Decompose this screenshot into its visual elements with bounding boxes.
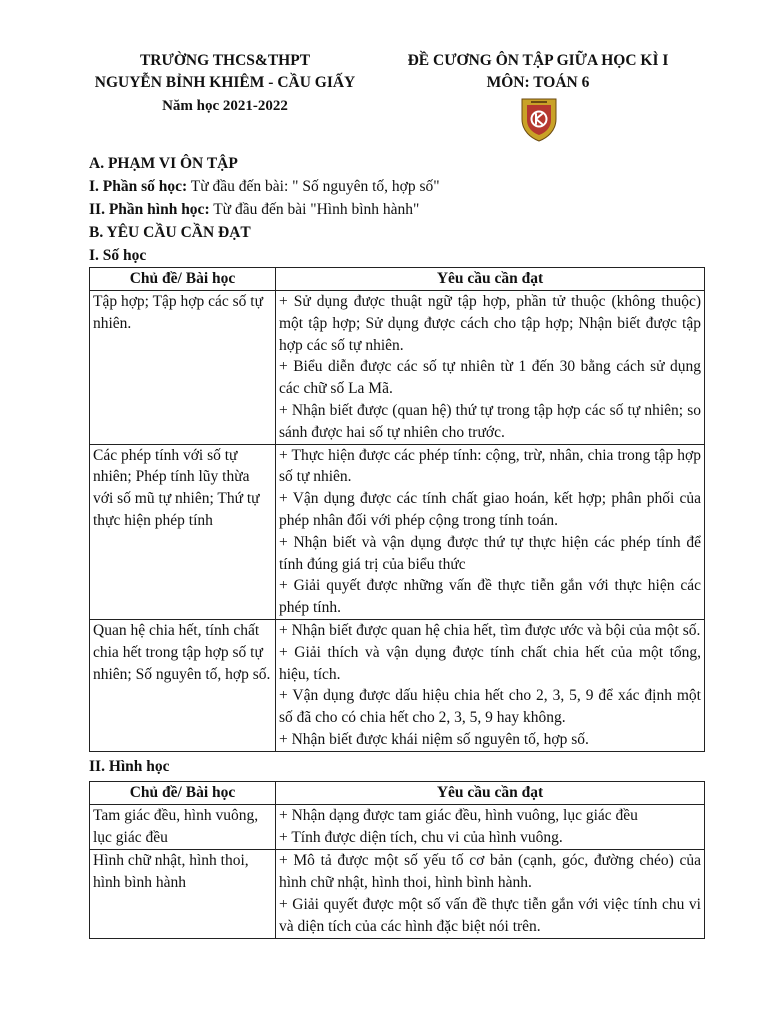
section-b-title: B. YÊU CẦU CẦN ĐẠT: [89, 224, 251, 241]
requirements-cell: [276, 444, 705, 619]
section-a-part1: [89, 175, 705, 198]
school-info: [70, 50, 380, 118]
part2-label: II. Phần hình học:: [89, 201, 210, 218]
school-name-line1: TRƯỜNG THCS&THPT: [139, 52, 311, 69]
column-header-requirements: Yêu cầu cần đạt: [276, 268, 705, 291]
arithmetic-heading: I. Số học: [89, 247, 147, 264]
requirement-item: + Mô tả được một số yếu tố cơ bản (cạnh, góc, đường chéo) của hình chữ nhật, hình thoi, hình bình hành.: [279, 851, 701, 891]
school-name-line2: NGUYỄN BỈNH KHIÊM - CẦU GIẤY: [94, 74, 356, 91]
requirement-item: + Nhận dạng được tam giác đều, hình vuông, lục giác đều: [279, 806, 638, 824]
requirement-item: + Sử dụng được thuật ngữ tập hợp, phần tử thuộc (không thuộc) một tập hợp; Sử dụng được cách cho tập hợp; Nhận biết được tập hợp các số tự nhiên.: [279, 293, 701, 354]
document-subject: MÔN: TOÁN 6: [486, 74, 590, 91]
requirement-item: + Giải thích và vận dụng được tính chất chia hết của một tổng, hiệu, tích.: [279, 643, 701, 683]
school-year: Năm học 2021-2022: [162, 98, 288, 114]
requirement-item: + Nhận biết được (quan hệ) thứ tự trong tập hợp các số tự nhiên; so sánh được hai số tự nhiên cho trước.: [279, 401, 701, 441]
part1-text: Từ đầu đến bài: " Số nguyên tố, hợp số": [187, 178, 440, 195]
requirement-item: + Giải quyết được những vấn đề thực tiễn gắn với thực hiện các phép tính.: [279, 577, 701, 617]
topic-cell: Tam giác đều, hình vuông, lục giác đều: [90, 804, 276, 849]
table-row: [90, 804, 705, 849]
requirements-cell: [276, 619, 705, 751]
document-title: ĐỀ CƯƠNG ÔN TẬP GIỮA HỌC KÌ I: [407, 52, 669, 69]
arithmetic-table-body: [90, 291, 705, 752]
table-header-row: [90, 268, 705, 291]
section-a-part2: [89, 198, 705, 221]
topic-cell: Hình chữ nhật, hình thoi, hình bình hành: [90, 849, 276, 938]
topic-cell: Tập hợp; Tập hợp các số tự nhiên.: [90, 291, 276, 445]
table-row: [90, 444, 705, 619]
requirement-item: + Nhận biết được khái niệm số nguyên tố, hợp số.: [279, 730, 589, 748]
requirement-item: + Vận dụng được các tính chất giao hoán, kết hợp; phân phối của phép nhân đối với phép cộng trong tính toán.: [279, 490, 701, 529]
requirements-cell: [276, 849, 705, 938]
requirement-item: + Thực hiện được các phép tính: cộng, trừ, nhân, chia trong tập hợp số tự nhiên.: [279, 446, 701, 486]
geometry-heading: II. Hình học: [89, 757, 170, 775]
column-header-topic: Chủ đề/ Bài học: [90, 268, 276, 291]
document-header: [0, 50, 768, 150]
topic-cell: Các phép tính với số tự nhiên; Phép tính lũy thừa với số mũ tự nhiên; Thứ tự thực hiện phép tính: [90, 444, 276, 619]
column-header-requirements: Yêu cầu cần đạt: [276, 781, 705, 804]
requirement-item: + Vận dụng được dấu hiệu chia hết cho 2, 3, 5, 9 để xác định một số đã cho có chia hết cho 2, 3, 5, 9 hay không.: [279, 687, 701, 727]
document-body: [89, 152, 705, 939]
requirement-item: + Biểu diễn được các số tự nhiên từ 1 đến 30 bằng cách sử dụng các chữ số La Mã.: [279, 358, 701, 398]
document-title-block: [383, 50, 693, 94]
geometry-table-body: [90, 804, 705, 938]
requirements-cell: [276, 291, 705, 445]
column-header-topic: Chủ đề/ Bài học: [90, 781, 276, 804]
part1-label: I. Phần số học:: [89, 178, 188, 195]
section-a-title: A. PHẠM VI ÔN TẬP: [89, 155, 238, 172]
requirements-cell: [276, 804, 705, 849]
requirement-item: + Nhận biết và vận dụng được thứ tự thực hiện các phép tính để tính đúng giá trị của biểu thức: [279, 533, 701, 573]
arithmetic-requirements-table: [89, 267, 705, 752]
topic-cell: Quan hệ chia hết, tính chất chia hết trong tập hợp số tự nhiên; Số nguyên tố, hợp số.: [90, 619, 276, 751]
table-header-row: [90, 781, 705, 804]
requirement-item: + Nhận biết được quan hệ chia hết, tìm được ước và bội của một số.: [279, 621, 701, 639]
table-row: [90, 291, 705, 445]
requirement-item: + Giải quyết được một số vấn đề thực tiễn gắn với việc tính chu vi và diện tích của các hình đặc biệt nói trên.: [279, 895, 701, 935]
table-row: [90, 619, 705, 751]
part2-text: Từ đầu đến bài "Hình bình hành": [209, 201, 420, 218]
school-crest-icon: [519, 95, 559, 143]
table-row: [90, 849, 705, 938]
requirement-item: + Tính được diện tích, chu vi của hình vuông.: [279, 828, 563, 846]
geometry-requirements-table: [89, 781, 705, 939]
